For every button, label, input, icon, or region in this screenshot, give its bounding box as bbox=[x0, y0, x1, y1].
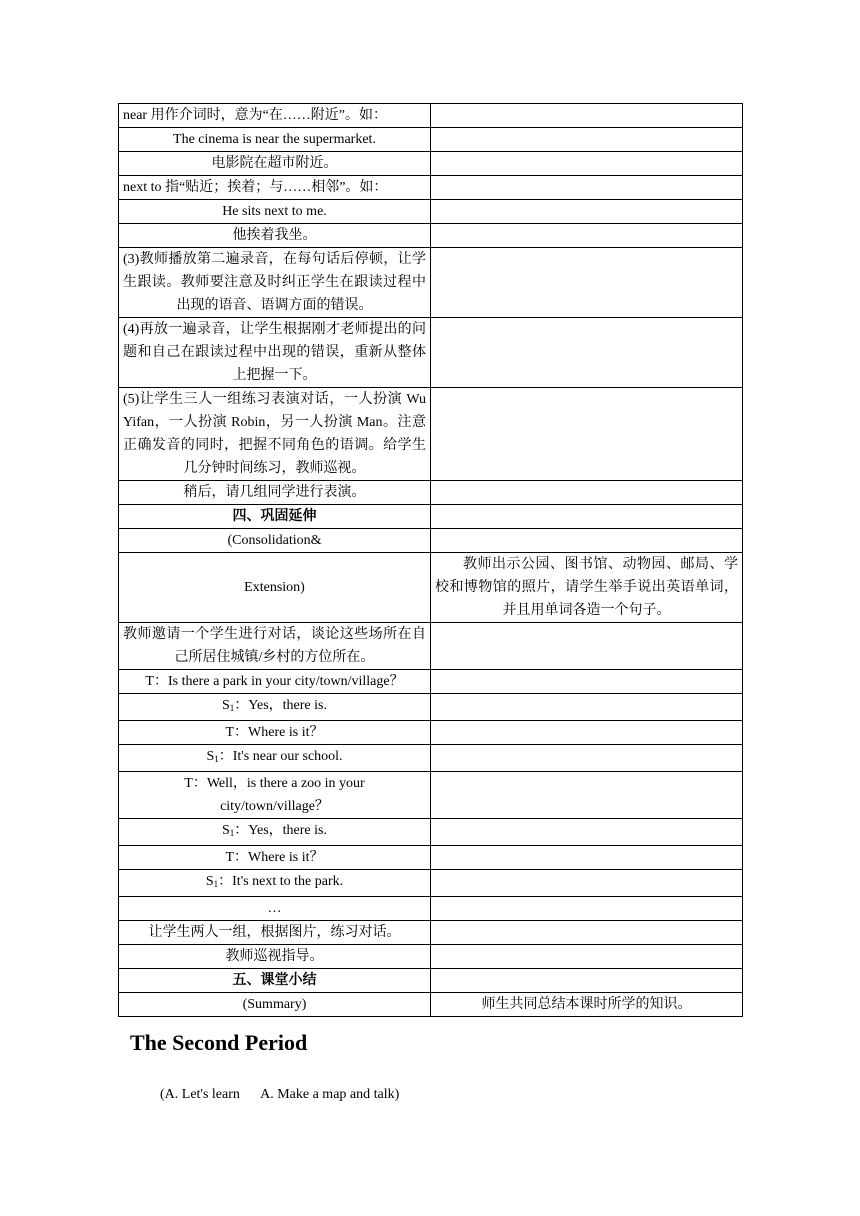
table-cell bbox=[431, 870, 743, 897]
section-title: The Second Period bbox=[130, 1030, 308, 1055]
lesson-plan-table bbox=[118, 103, 743, 1017]
table-cell: 让学生两人一组，根据图片，练习对话。 bbox=[119, 921, 431, 945]
table-cell bbox=[431, 128, 743, 152]
table-cell: … bbox=[119, 897, 431, 921]
table-cell bbox=[431, 846, 743, 870]
table-cell bbox=[119, 745, 431, 772]
table-row bbox=[119, 388, 743, 481]
table-row bbox=[119, 745, 743, 772]
table-cell bbox=[119, 870, 431, 897]
table-cell bbox=[431, 819, 743, 846]
table-row bbox=[119, 921, 743, 945]
speaker-subscript: 1 bbox=[214, 754, 219, 764]
table-cell bbox=[431, 104, 743, 128]
table-cell: 师生共同总结本课时所学的知识。 bbox=[431, 993, 743, 1017]
table-row bbox=[119, 104, 743, 128]
table-cell: 教师出示公园、图书馆、动物园、邮局、学校和博物馆的照片，请学生举手说出英语单词，并且用单词各造一个句子。 bbox=[431, 553, 743, 623]
table-cell: T：Where is it？ bbox=[119, 846, 431, 870]
table-cell bbox=[431, 772, 743, 819]
table-row bbox=[119, 128, 743, 152]
table-cell: (5)让学生三人一组练习表演对话，一人扮演 Wu Yifan，一人扮演 Robin，另一人扮演 Man。注意正确发音的同时，把握不同角色的语调。给学生几分钟时间练习，教师巡视。 bbox=[119, 388, 431, 481]
table-row bbox=[119, 846, 743, 870]
table-cell bbox=[431, 670, 743, 694]
table-cell: T：Where is it？ bbox=[119, 721, 431, 745]
table-cell bbox=[119, 694, 431, 721]
table-cell bbox=[431, 224, 743, 248]
speaker-subscript: 1 bbox=[213, 879, 219, 889]
table-cell bbox=[431, 694, 743, 721]
speaker-label: S bbox=[206, 749, 215, 764]
table-cell: 电影院在超市附近。 bbox=[119, 152, 431, 176]
table-row bbox=[119, 993, 743, 1017]
table-row bbox=[119, 694, 743, 721]
section-subtitle: (A. Let's learn A. Make a map and talk) bbox=[160, 1087, 400, 1102]
table-row bbox=[119, 969, 743, 993]
speaker-subscript: 1 bbox=[229, 828, 235, 838]
table-row bbox=[119, 529, 743, 553]
table-row bbox=[119, 670, 743, 694]
table-cell: (4)再放一遍录音，让学生根据刚才老师提出的问题和自己在跟读过程中出现的错误，重新从整体上把握一下。 bbox=[119, 318, 431, 388]
speaker-label: S bbox=[222, 698, 230, 713]
table-cell: 稍后，请几组同学进行表演。 bbox=[119, 481, 431, 505]
table-cell bbox=[431, 152, 743, 176]
table-cell bbox=[431, 969, 743, 993]
dialogue-text: ：It's near our school. bbox=[218, 749, 343, 764]
dialogue-text: ：Yes，there is. bbox=[234, 698, 327, 713]
table-row bbox=[119, 248, 743, 318]
table-cell: (3)教师播放第二遍录音，在每句话后停顿，让学生跟读。教师要注意及时纠正学生在跟读过程中出现的语音、语调方面的错误。 bbox=[119, 248, 431, 318]
table-cell bbox=[431, 921, 743, 945]
table-cell bbox=[431, 505, 743, 529]
table-cell: near 用作介词时，意为“在……附近”。如： bbox=[119, 104, 431, 128]
table-cell: (Summary) bbox=[119, 993, 431, 1017]
table-cell: 他挨着我坐。 bbox=[119, 224, 431, 248]
table-row bbox=[119, 176, 743, 200]
speaker-label: S bbox=[205, 874, 214, 889]
table-cell: T：Well，is there a zoo in your city/town/village？ bbox=[119, 772, 431, 819]
table-cell: Extension) bbox=[119, 553, 431, 623]
table-row bbox=[119, 152, 743, 176]
table-cell bbox=[119, 819, 431, 846]
table-cell bbox=[431, 529, 743, 553]
dialogue-text: ：Yes，there is. bbox=[234, 823, 327, 838]
table-cell bbox=[431, 623, 743, 670]
table-cell bbox=[431, 318, 743, 388]
table-cell bbox=[431, 945, 743, 969]
table-cell: T：Is there a park in your city/town/village？ bbox=[119, 670, 431, 694]
table-cell bbox=[431, 897, 743, 921]
table-cell: The cinema is near the supermarket. bbox=[119, 128, 431, 152]
section-heading-cell: 五、课堂小结 bbox=[119, 969, 431, 993]
table-row bbox=[119, 318, 743, 388]
table-row bbox=[119, 224, 743, 248]
table-cell: next to 指“贴近；挨着；与……相邻”。如： bbox=[119, 176, 431, 200]
table-cell: (Consolidation& bbox=[119, 529, 431, 553]
table-cell bbox=[431, 388, 743, 481]
table-row bbox=[119, 721, 743, 745]
table-row bbox=[119, 870, 743, 897]
table-cell: 教师邀请一个学生进行对话，谈论这些场所在自己所居住城镇/乡村的方位所在。 bbox=[119, 623, 431, 670]
table-row bbox=[119, 945, 743, 969]
table-row bbox=[119, 200, 743, 224]
table-cell bbox=[431, 248, 743, 318]
table-cell bbox=[431, 745, 743, 772]
section-heading-cell: 四、巩固延伸 bbox=[119, 505, 431, 529]
table-cell bbox=[431, 481, 743, 505]
table-row bbox=[119, 481, 743, 505]
table-cell bbox=[431, 200, 743, 224]
table-row bbox=[119, 505, 743, 529]
table-cell bbox=[431, 721, 743, 745]
table-row bbox=[119, 819, 743, 846]
table-cell: 教师巡视指导。 bbox=[119, 945, 431, 969]
table-row bbox=[119, 772, 743, 819]
speaker-label: S bbox=[222, 823, 230, 838]
dialogue-text: ：It's next to the park. bbox=[218, 874, 344, 889]
speaker-subscript: 1 bbox=[229, 703, 235, 713]
table-cell: He sits next to me. bbox=[119, 200, 431, 224]
table-cell bbox=[431, 176, 743, 200]
table-row bbox=[119, 623, 743, 670]
table-row bbox=[119, 897, 743, 921]
table-row bbox=[119, 553, 743, 623]
